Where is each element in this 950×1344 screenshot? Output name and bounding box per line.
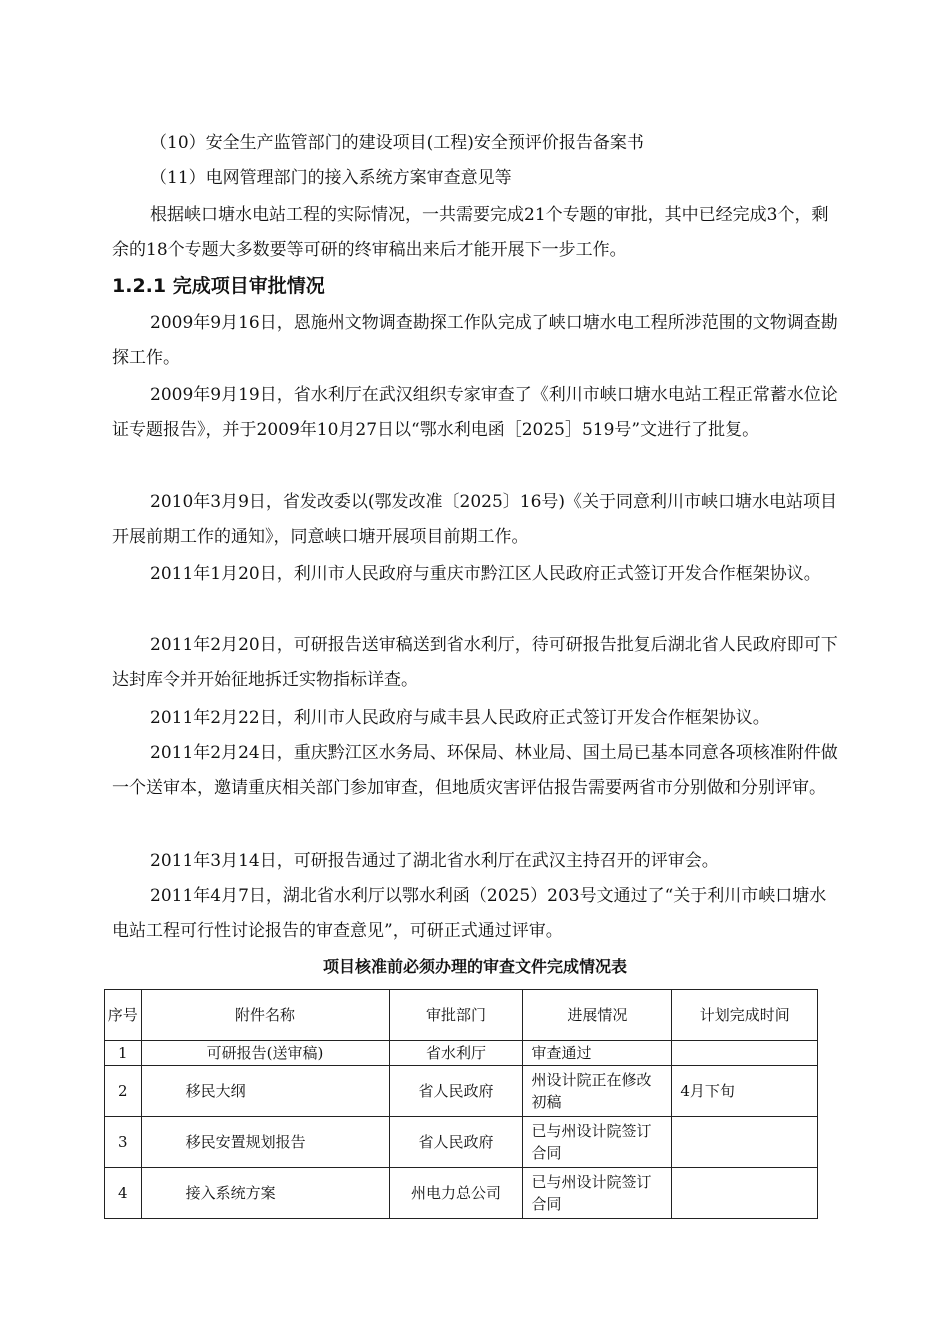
event-paragraph: 2011年3月14日，可研报告通过了湖北省水利厅在武汉主持召开的评审会。 <box>150 851 719 871</box>
cell-index: 3 <box>105 1117 142 1168</box>
header-dept: 审批部门 <box>389 990 523 1041</box>
cell-index: 2 <box>105 1066 142 1117</box>
table-title: 项目核准前必须办理的审查文件完成情况表 <box>322 957 627 976</box>
event-paragraph: 2011年1月20日，利川市人民政府与重庆市黔江区人民政府正式签订开发合作框架协议。 <box>150 564 821 584</box>
cell-progress: 审查通过 <box>523 1041 672 1066</box>
cell-name: 移民安置规划报告 <box>141 1117 389 1168</box>
cell-dept: 州电力总公司 <box>389 1168 523 1219</box>
cell-progress: 州设计院正在修改初稿 <box>523 1066 672 1117</box>
header-index: 序号 <box>105 990 142 1041</box>
cell-plan: 4月下旬 <box>672 1066 818 1117</box>
cell-progress: 已与州设计院签订合同 <box>523 1117 672 1168</box>
cell-index: 1 <box>105 1041 142 1066</box>
event-paragraph: 2011年2月22日，利川市人民政府与咸丰县人民政府正式签订开发合作框架协议。 <box>150 708 770 728</box>
event-paragraph: 2010年3月9日，省发改委以(鄂发改准〔2025〕16号)《关于同意利川市峡口塘水电站项目开展前期工作的通知》，同意峡口塘开展项目前期工作。 <box>112 492 838 547</box>
table-row <box>105 1117 818 1168</box>
list-item-10: （10）安全生产监管部门的建设项目(工程)安全预评价报告备案书 <box>150 133 644 153</box>
intro-paragraph: 根据峡口塘水电站工程的实际情况，一共需要完成21个专题的审批，其中已经完成3个，剩余的18个专题大多数要等可研的终审稿出来后才能开展下一步工作。 <box>112 205 829 260</box>
table-row <box>105 1066 818 1117</box>
cell-name: 接入系统方案 <box>141 1168 389 1219</box>
event-paragraph: 2011年2月20日，可研报告送审稿送到省水利厅，待可研报告批复后湖北省人民政府即可下达封库令并开始征地拆迁实物指标详查。 <box>112 635 838 690</box>
cell-plan <box>672 1117 818 1168</box>
table-row <box>105 1041 818 1066</box>
header-progress: 进展情况 <box>523 990 672 1041</box>
cell-dept: 省人民政府 <box>389 1066 523 1117</box>
table-row <box>105 1168 818 1219</box>
cell-index: 4 <box>105 1168 142 1219</box>
cell-plan <box>672 1168 818 1219</box>
event-paragraph: 2011年4月7日，湖北省水利厅以鄂水利函（2025）203号文通过了“关于利川市峡口塘水电站工程可行性讨论报告的审查意见”，可研正式通过评审。 <box>112 886 827 941</box>
cell-dept: 省人民政府 <box>389 1117 523 1168</box>
cell-name: 可研报告(送审稿) <box>141 1041 389 1066</box>
event-paragraph: 2009年9月19日，省水利厅在武汉组织专家审查了《利川市峡口塘水电站工程正常蓄水位论证专题报告》，并于2009年10月27日以“鄂水利电函［2025］519号”文进行了批复。 <box>112 385 838 440</box>
table-header-row <box>105 990 818 1041</box>
cell-name: 移民大纲 <box>141 1066 389 1117</box>
header-plan: 计划完成时间 <box>672 990 818 1041</box>
cell-progress: 已与州设计院签订合同 <box>523 1168 672 1219</box>
list-item-11: （11）电网管理部门的接入系统方案审查意见等 <box>150 168 512 188</box>
event-paragraph: 2011年2月24日，重庆黔江区水务局、环保局、林业局、国土局已基本同意各项核准附件做一个送审本，邀请重庆相关部门参加审查，但地质灾害评估报告需要两省市分别做和分别评审。 <box>112 743 838 798</box>
event-paragraph: 2009年9月16日，恩施州文物调查勘探工作队完成了峡口塘水电工程所涉范围的文物调查勘探工作。 <box>112 313 838 368</box>
header-name: 附件名称 <box>141 990 389 1041</box>
section-heading: 1.2.1 完成项目审批情况 <box>112 275 325 297</box>
cell-plan <box>672 1041 818 1066</box>
cell-dept: 省水利厅 <box>389 1041 523 1066</box>
approval-status-table <box>104 989 818 1219</box>
